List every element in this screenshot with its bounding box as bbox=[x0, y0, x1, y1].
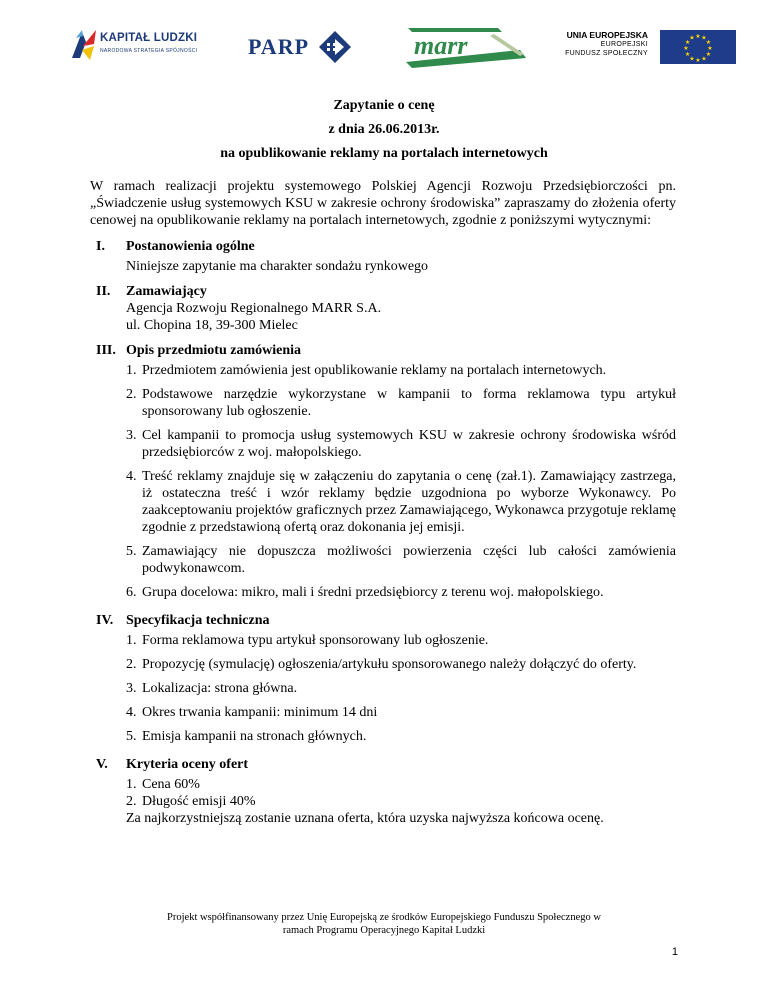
section-2 bbox=[90, 283, 676, 338]
section-1 bbox=[90, 238, 676, 279]
parp-text: PARP bbox=[248, 34, 310, 59]
eu-logo bbox=[560, 30, 740, 70]
page-footer bbox=[100, 911, 668, 937]
list-item: 6. Grupa docelowa: mikro, mali i średni przedsiębiorcy z terenu woj. małopolskiego. bbox=[126, 585, 604, 600]
header-logos bbox=[0, 24, 768, 74]
section-4 bbox=[90, 612, 676, 752]
svg-text:★: ★ bbox=[689, 55, 695, 63]
section-3 bbox=[90, 342, 676, 608]
section-closing-text: Za najkorzystniejszą zostanie uznana oferta, która uzyska najwyższa końcowa ocenę. bbox=[126, 811, 604, 826]
footer-line2: ramach Programu Operacyjnego Kapitał Ludzki bbox=[282, 925, 486, 936]
section-number: V. bbox=[96, 757, 108, 772]
list-item: 2. Długość emisji 40% bbox=[126, 794, 256, 809]
list-item: 3. Lokalizacja: strona główna. bbox=[126, 681, 298, 696]
intro-paragraph: W ramach realizacji projektu systemowego Polskiej Agencji Rozwoju Przedsiębiorczości pn. „Świadczenie usług systemowych KSU w zakresie ochrony środowiska” zapraszamy do złożenia oferty cenowej na opublikowanie reklamy na portalach internetowych, zgodnie z poniższymi wytycznymi: bbox=[90, 179, 676, 228]
marr-text: marr bbox=[414, 31, 468, 60]
svg-text:★: ★ bbox=[701, 34, 707, 42]
list-item: 5. Zamawiający nie dopuszcza możliwości powierzenia części lub całości zamówienia podwykonawcom. bbox=[126, 544, 676, 576]
section-3-list bbox=[126, 362, 676, 601]
kapital-ludzki-title: KAPITAŁ LUDZKI bbox=[100, 32, 198, 44]
svg-text:★: ★ bbox=[705, 51, 712, 58]
section-5 bbox=[90, 756, 676, 827]
eu-line1: UNIA EUROPEJSKA bbox=[566, 30, 648, 40]
parp-emblem-icon bbox=[318, 30, 352, 64]
footer-line1: Projekt współfinansowany przez Unię Europejską ze środków Europejskiego Funduszu Społecznego w bbox=[167, 912, 601, 923]
section-heading: Specyfikacja techniczna bbox=[126, 613, 270, 628]
list-item: 1. Cena 60% bbox=[126, 777, 200, 792]
kapital-ludzki-emblem-icon bbox=[70, 28, 98, 62]
list-item: 2. Propozycję (symulację) ogłoszenia/artykułu sponsorowanego należy dołączyć do oferty. bbox=[126, 657, 637, 672]
list-item: 5. Emisja kampanii na stronach głównych. bbox=[126, 729, 367, 744]
list-item: 2. Podstawowe narzędzie wykorzystane w kampanii to forma reklamowa typu artykuł sponsorowany lub ogłoszenie. bbox=[126, 387, 676, 419]
section-4-list bbox=[126, 632, 676, 745]
page-number: 1 bbox=[671, 946, 678, 958]
section-heading: Kryteria oceny ofert bbox=[126, 757, 249, 772]
list-item: 4. Okres trwania kampanii: minimum 14 dni bbox=[126, 705, 378, 720]
buyer-address: ul. Chopina 18, 39-300 Mielec bbox=[126, 318, 298, 333]
section-number: III. bbox=[96, 343, 116, 358]
section-heading: Postanowienia ogólne bbox=[126, 239, 255, 254]
svg-text:★: ★ bbox=[684, 51, 691, 58]
section-number: II. bbox=[96, 284, 111, 299]
svg-text:★: ★ bbox=[707, 45, 713, 52]
parp-logo bbox=[248, 30, 358, 64]
kapital-ludzki-logo bbox=[70, 28, 200, 62]
list-item: 1. Forma reklamowa typu artykuł sponsorowany lub ogłoszenie. bbox=[126, 633, 489, 648]
svg-text:★: ★ bbox=[683, 45, 689, 52]
section-number: I. bbox=[96, 239, 105, 254]
list-item: 4. Treść reklamy znajduje się w załączeniu do zapytania o cenę (zał.1). Zamawiający zastrzega, iż ostateczna treść i wzór reklamy będzie uzgodniona po wyborze Wykonawcy. Po zaakceptowaniu projektów graficznych przez Zamawiającego, Wykonawca przygotuje reklamę zgodnie z przedstawioną ofertą oraz dokonania jej emisji. bbox=[126, 469, 676, 535]
doc-date: z dnia 26.06.2013r. bbox=[328, 122, 440, 137]
section-heading: Opis przedmiotu zamówienia bbox=[126, 343, 301, 358]
list-item: 3. Cel kampanii to promocja usług systemowych KSU w zakresie ochrony środowiska wśród przedsiębiorców z woj. małopolskiego. bbox=[126, 428, 676, 460]
svg-text:★: ★ bbox=[689, 34, 695, 42]
eu-line2: EUROPEJSKI bbox=[600, 41, 648, 48]
marr-logo bbox=[402, 24, 526, 70]
section-heading: Zamawiający bbox=[126, 284, 207, 299]
svg-text:★: ★ bbox=[684, 39, 691, 46]
doc-subject: na opublikowanie reklamy na portalach internetowych bbox=[220, 146, 548, 161]
eu-line3: FUNDUSZ SPOŁECZNY bbox=[565, 50, 648, 57]
list-item: 1. Przedmiotem zamówienia jest opublikowanie reklamy na portalach internetowych. bbox=[126, 363, 607, 378]
document-body bbox=[90, 178, 676, 827]
svg-text:★: ★ bbox=[695, 33, 701, 40]
section-number: IV. bbox=[96, 613, 114, 628]
marr-logo-mark-icon bbox=[402, 24, 526, 70]
section-text: Niniejsze zapytanie ma charakter sondażu rynkowego bbox=[126, 259, 429, 274]
doc-title: Zapytanie o cenę bbox=[333, 98, 435, 113]
svg-text:★: ★ bbox=[695, 57, 701, 64]
svg-text:★: ★ bbox=[701, 55, 707, 63]
kapital-ludzki-subtitle: NARODOWA STRATEGIA SPÓJNOŚCI bbox=[100, 48, 198, 54]
svg-text:★: ★ bbox=[705, 39, 712, 46]
eu-flag-icon bbox=[660, 30, 736, 64]
section-5-list bbox=[126, 776, 676, 810]
buyer-name: Agencja Rozwoju Regionalnego MARR S.A. bbox=[126, 301, 382, 316]
